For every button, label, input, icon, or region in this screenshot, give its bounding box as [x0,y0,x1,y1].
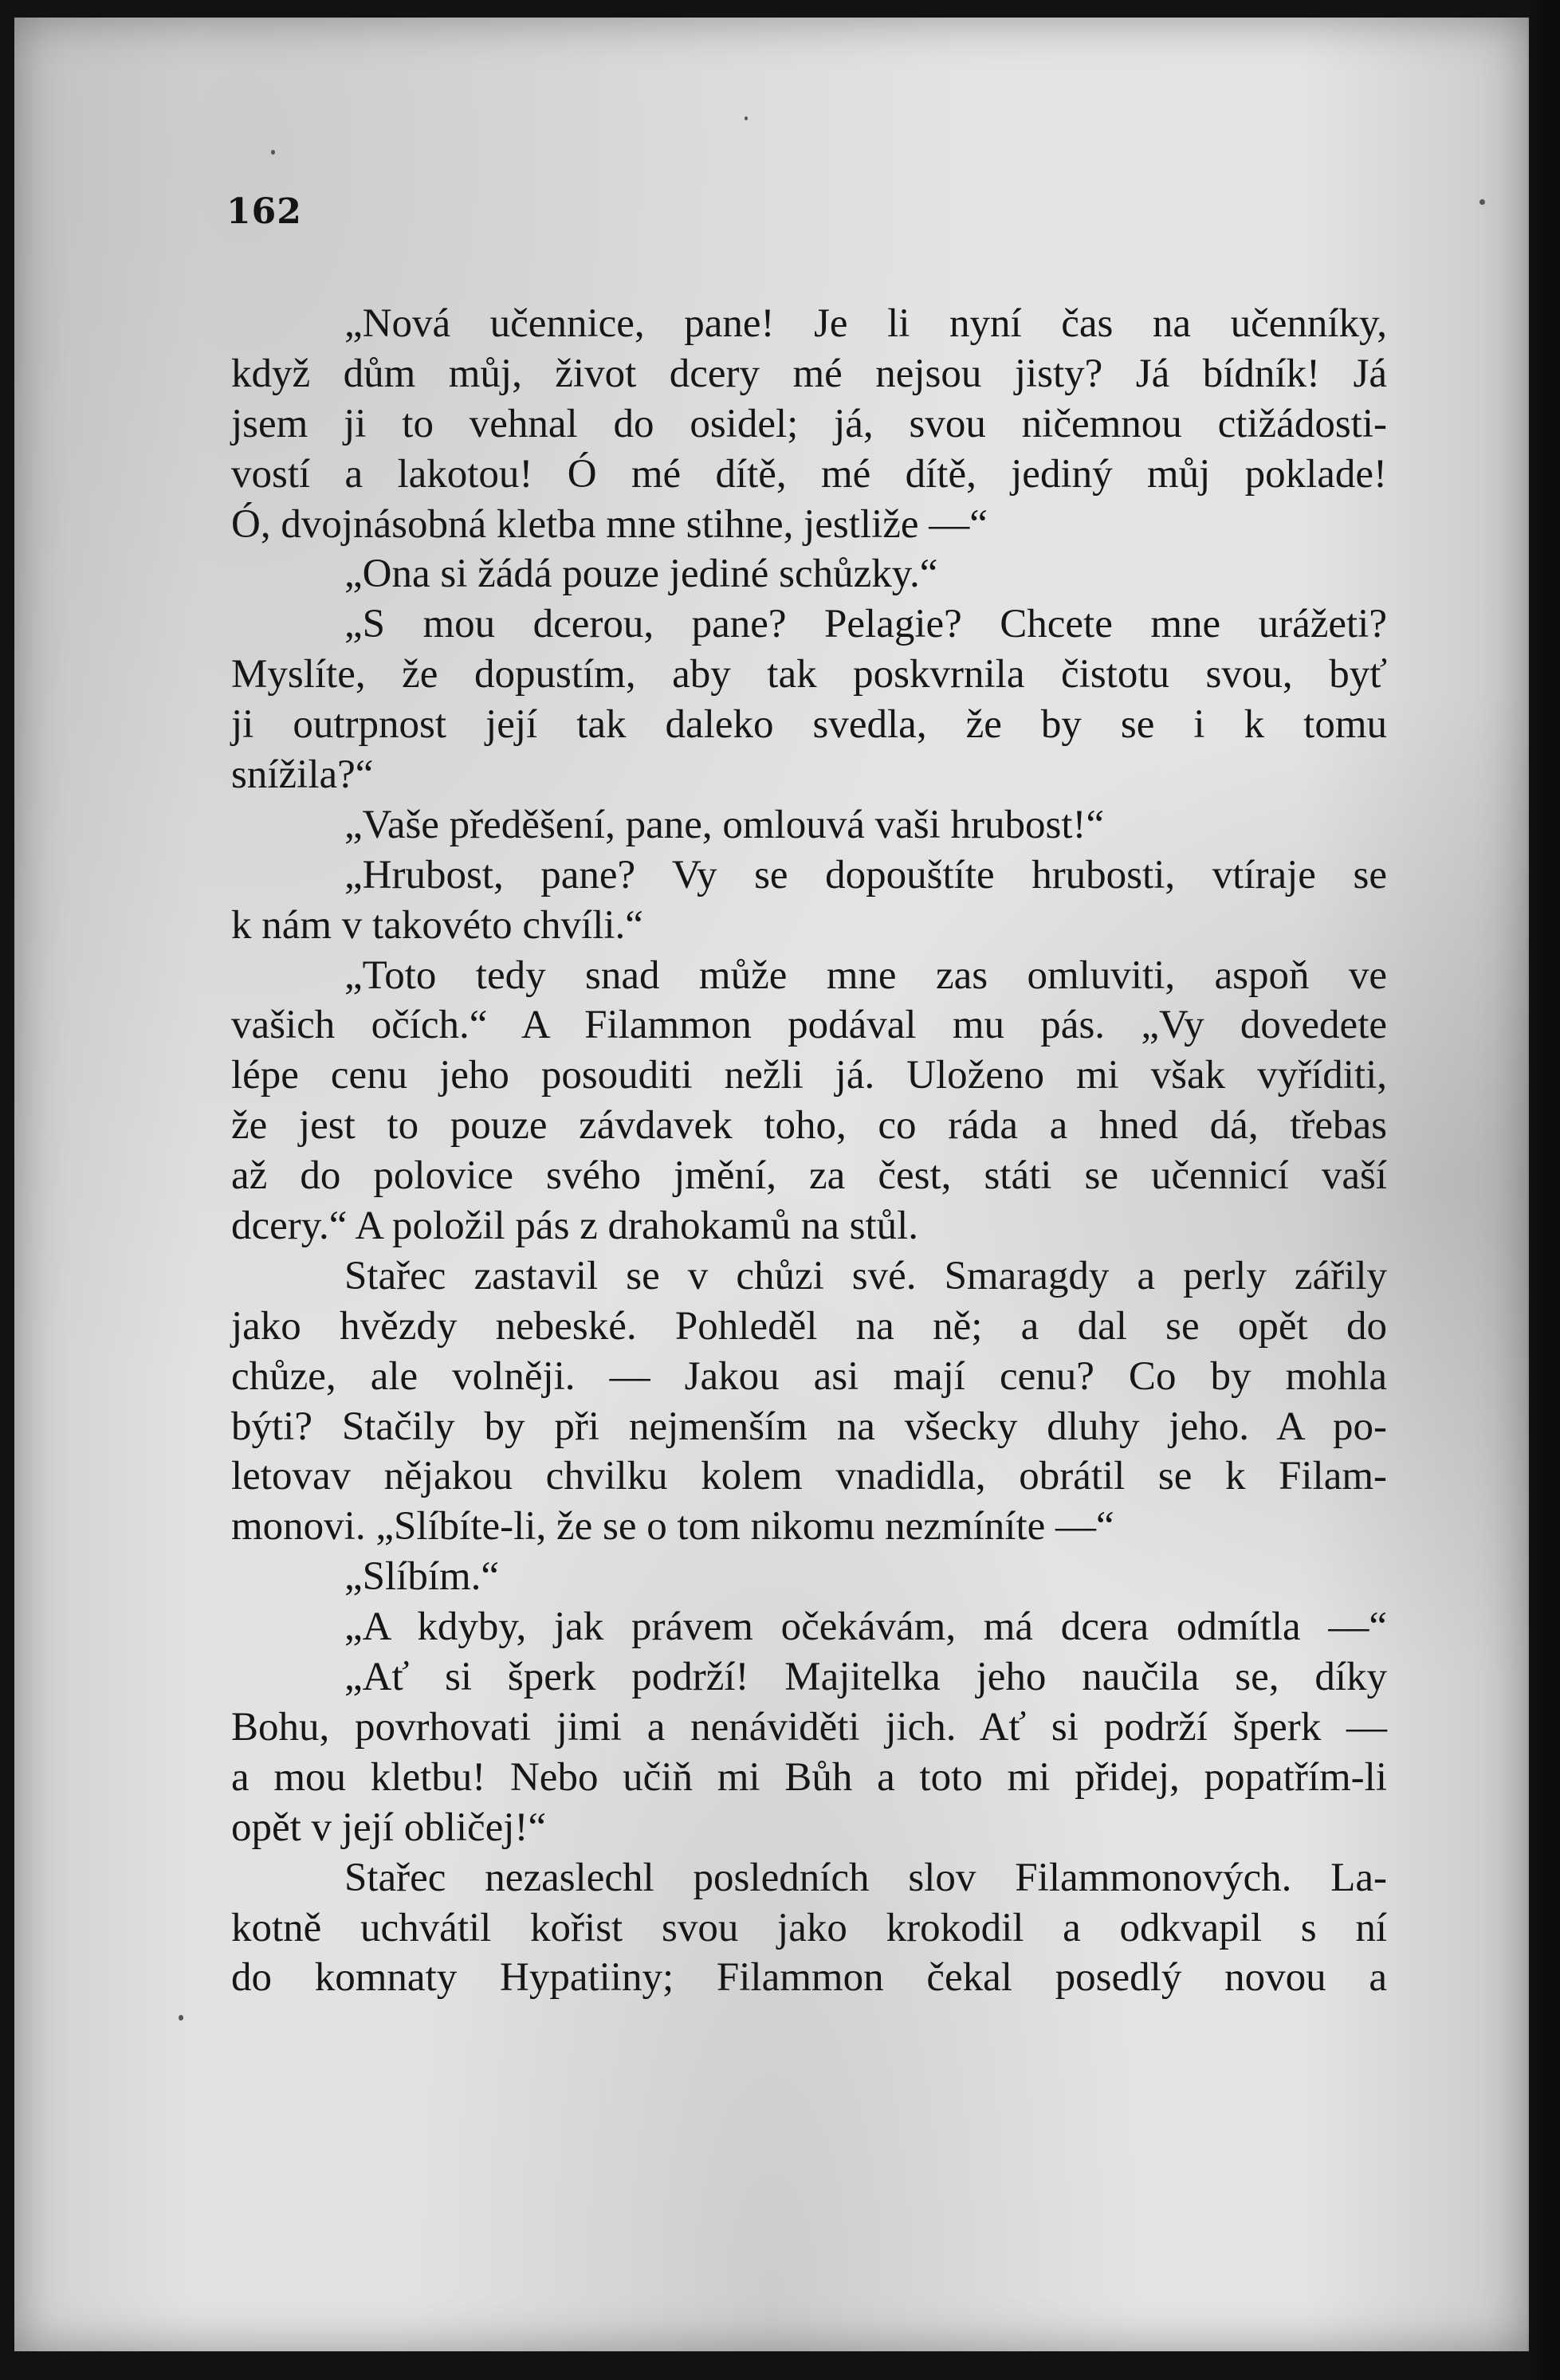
text-line: jsem ji to vehnal do osidel; já, svou ničemnou ctižádosti- [231,401,1387,446]
text-line: dcery.“ A položil pás z drahokamů na stůl. [231,1204,919,1249]
text-line: až do polovice svého jmění, za čest, státi se učennicí vaší [231,1153,1387,1199]
text-line: monovi. „Slíbíte-li, že se o tom nikomu nezmíníte —“ [231,1504,1114,1549]
text-line: býti? Stačily by při nejmenším na všecky dluhy jeho. A po- [231,1404,1387,1449]
text-line: ji outrpnost její tak daleko svedla, že by se i k tomu [231,702,1387,748]
text-line: do komnaty Hypatiiny; Filammon čekal posedlý novou a [231,1955,1387,2001]
text-line: Ó, dvojnásobná kletba mne stihne, jestliže —“ [231,501,988,547]
text-line: vašich očích.“ A Filammon podával mu pás. „Vy dovedete [231,1003,1387,1048]
text-line: „A kdyby, jak právem očekávám, má dcera odmítla —“ [344,1604,1387,1650]
body-text [231,299,1387,2003]
paper-speck [1479,199,1485,205]
paper-speck [271,150,275,155]
text-line: „Nová učennice, pane! Je li nyní čas na učenníky, [344,301,1387,346]
text-line: „S mou dcerou, pane? Pelagie? Chcete mne urážeti? [344,602,1387,647]
text-line: letovav nějakou chvilku kolem vnadidla, obrátil se k Filam- [231,1454,1387,1499]
text-line: „Ať si šperk podrží! Majitelka jeho naučila se, díky [344,1655,1387,1700]
text-line: Bohu, povrhovati jimi a nenáviděti jich. Ať si podrží šperk — [231,1704,1387,1750]
text-line: „Toto tedy snad může mne zas omluviti, aspoň ve [344,952,1387,998]
text-line: opět v její obličej!“ [231,1805,547,1850]
text-line: vostí a lakotou! Ó mé dítě, mé dítě, jediný můj poklade! [231,451,1387,497]
text-line: a mou kletbu! Nebo učiň mi Bůh a toto mi přidej, popatřím-li [231,1754,1387,1800]
text-line: Stařec nezaslechl posledních slov Filammonových. La- [344,1855,1387,1900]
page-number: 162 [226,191,302,232]
text-line: lépe cenu jeho posouditi nežli já. Uloženo mi však vyříditi, [231,1053,1387,1098]
text-line: že jest to pouze závdavek toho, co ráda a hned dá, třebas [231,1103,1387,1149]
paper-speck [745,116,748,120]
text-line: snížila?“ [231,752,374,798]
text-line: „Vaše předěšení, pane, omlouvá vaši hrubost!“ [344,802,1105,847]
page-edge-shadow [1527,0,1560,2380]
text-line: Stařec zastavil se v chůzi své. Smaragdy a perly zářily [344,1253,1387,1298]
text-line: kotně uchvátil kořist svou jako krokodil a odkvapil s ní [231,1905,1387,1950]
text-line: k nám v takovéto chvíli.“ [231,902,643,948]
text-line: „Ona si žádá pouze jediné schůzky.“ [344,552,938,597]
text-line: když dům můj, život dcery mé nejsou jisty? Já bídník! Já [231,351,1387,396]
paper-speck [179,2015,183,2021]
text-line: „Slíbím.“ [344,1554,500,1600]
text-line: chůze, ale volněji. — Jakou asi mají cenu? Co by mohla [231,1353,1387,1399]
text-line: jako hvězdy nebeské. Pohleděl na ně; a dal se opět do [231,1303,1387,1349]
text-line: „Hrubost, pane? Vy se dopouštíte hrubosti, vtíraje se [344,852,1387,897]
text-line: Myslíte, že dopustím, aby tak poskvrnila čistotu svou, byť [231,652,1387,697]
